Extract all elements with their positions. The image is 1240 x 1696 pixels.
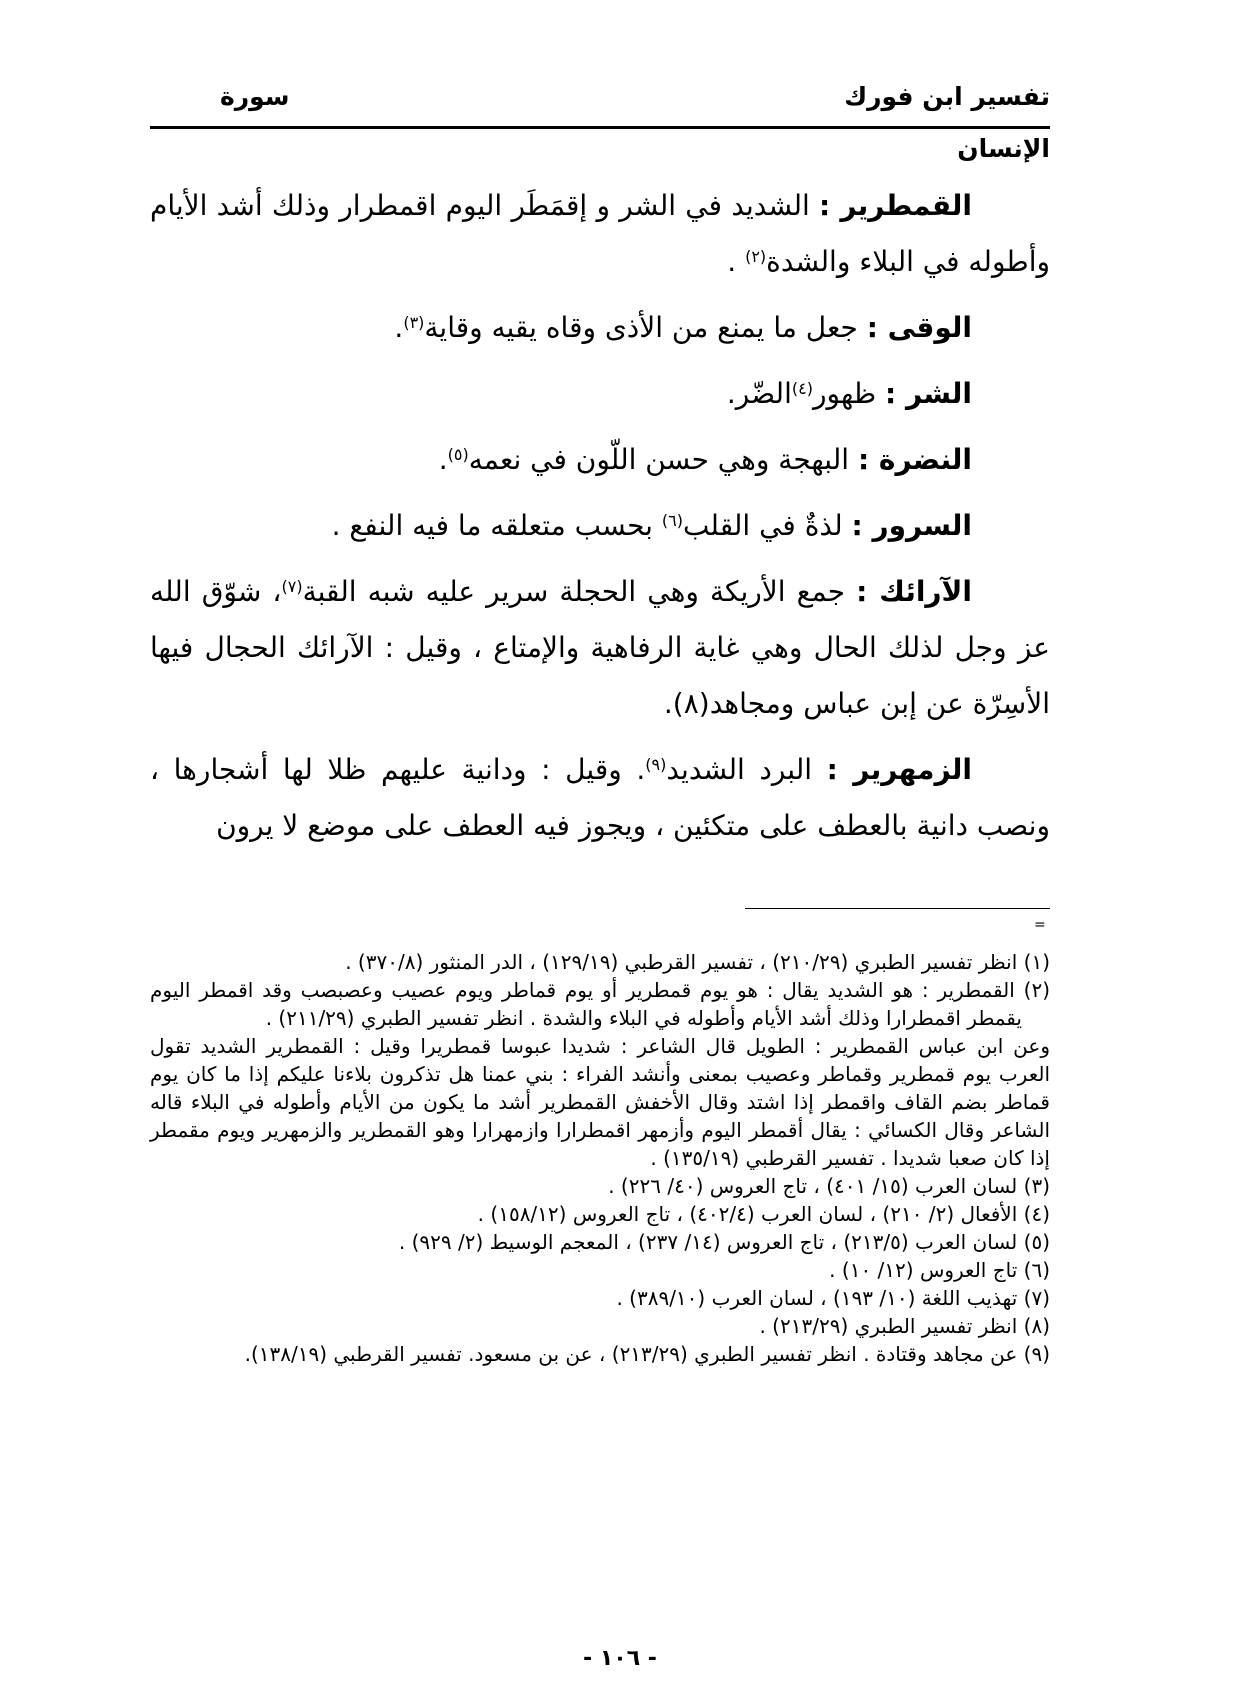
- entry-text: جعل ما يمنع من الأذى وقاه يقيه وقاية: [424, 311, 867, 344]
- entry-text: البهجة وهي حسن اللّون في نعمه: [468, 443, 858, 476]
- entry-term: الآرائك :: [856, 575, 973, 608]
- footnote-ref: (٦): [661, 511, 683, 530]
- entry-tail: .: [727, 245, 746, 278]
- entry-text: ظهور: [812, 377, 886, 410]
- entry-term: الزمهرير :: [826, 753, 972, 786]
- footnote-divider: [745, 908, 1050, 909]
- entry-term: السرور :: [851, 509, 972, 542]
- entry-text: جمع الأريكة وهي الحجلة سرير عليه شبه القبة: [302, 575, 857, 608]
- surah-label: سورة: [220, 82, 290, 111]
- footnote-item: (٧) تهذيب اللغة (١٠/ ١٩٣) ، لسان العرب (٣٨٩/١٠) .: [616, 1286, 1050, 1310]
- footnote-item: (٥) لسان العرب (٢١٣/٥) ، تاج العروس (١٤/ ٢٣٧) ، المعجم الوسيط (٢/ ٩٢٩) .: [398, 1230, 1050, 1254]
- footnote-ref: (٧): [281, 577, 303, 596]
- entry-tail: .: [394, 311, 404, 344]
- footnote-item: (٩) عن مجاهد وقتادة . انظر تفسير الطبري (٢١٣/٢٩) ، عن بن مسعود. تفسير القرطبي (١٣٨/١٩).: [244, 1342, 1050, 1366]
- entry-tail: . وقيل : ودانية عليهم ظلا لها أشجارها ، ونصب دانية بالعطف على متكئين ، ويجوز فيه العطف على موضع لا يرون: [150, 753, 1050, 842]
- running-header: [150, 82, 1050, 122]
- entry-text: لذةٌ في القلب: [682, 509, 852, 542]
- footnote-ref: (٣): [403, 313, 425, 332]
- entry-araik: [150, 564, 1050, 732]
- entry-term: القمطرير :: [819, 189, 973, 222]
- footnote-item: وعن ابن عباس القمطرير : الطويل قال الشاعر : شديدا عبوسا قمطريرا وقيل : القمطرير الشديد تقول العرب يوم قمطرير وقماطر وعصيب بمعنى وأنشد الفراء : بني عمنا هل تذكرون بلاءنا عليكم إذا ما كان يوم قماطر بضم القاف واقمطر إذا اشتد وقال الأخفش القمطرير أشد ما يكون من الأيام وأطوله في البلاء قاله الشاعر وقال الكسائي : يقال أقمطر اليوم وأزمهر اقمطرارا وازمهرارا وهو القمطرير والزمهرير ويوم مقمطر إذا كان صعبا شديدا . تفسير القرطبي (١٣٥/١٩) .: [150, 1034, 1050, 1170]
- header-divider: [150, 126, 1050, 129]
- footnote-item: (٢) القمطرير : هو الشديد يقال : هو يوم قمطرير أو يوم قماطر ويوم عصيب وعصبصب وقد اقمطر اليوم يقمطر اقمطرارا وذلك أشد الأيام وأطوله في البلاء والشدة . انظر تفسير الطبري (٢١١/٢٩) .: [150, 978, 1050, 1030]
- main-text: [150, 178, 1050, 864]
- footnote-ref: (٩): [645, 755, 667, 774]
- footnote-ref: (٥): [447, 445, 469, 464]
- entry-zamharir: [150, 742, 1050, 854]
- footnote-item: (١) انظر تفسير الطبري (٢١٠/٢٩) ، تفسير القرطبي (١٢٩/١٩) ، الدر المنثور (٣٧٠/٨) .: [345, 950, 1050, 974]
- entry-text: الشديد في الشر و إقمَطَر اليوم اقمطرار وذلك أشد الأيام وأطوله في البلاء والشدة: [150, 189, 1050, 278]
- entry-term: الشر :: [885, 377, 972, 410]
- page-number: - ١٠٦ -: [583, 1646, 657, 1671]
- entry-nadra: [150, 432, 1050, 488]
- entry-text: البرد الشديد: [666, 753, 827, 786]
- entry-qamtarir: [150, 178, 1050, 290]
- book-title: تفسير ابن فورك: [844, 82, 1050, 111]
- footnote-ref: (٤): [791, 379, 813, 398]
- surah-name: الإنسان: [957, 134, 1050, 163]
- footnotes: [150, 948, 1050, 1368]
- entry-tail: بحسب متعلقه ما فيه النفع .: [331, 509, 662, 542]
- entry-term: النضرة :: [857, 443, 972, 476]
- footnote-item: (٦) تاج العروس (١٢/ ١٠) .: [829, 1258, 1050, 1282]
- footnote-item: (٤) الأفعال (٢/ ٢١٠) ، لسان العرب (٤٠٢/٤) ، تاج العروس (١٥٨/١٢) .: [477, 1202, 1050, 1226]
- entry-waqa: [150, 300, 1050, 356]
- entry-tail: ، شوّق الله عز وجل لذلك الحال وهي غاية الرفاهية والإمتاع ، وقيل : الآرائك الحجال فيها الأسِرّة عن إبن عباس ومجاهد(٨).: [150, 575, 1050, 720]
- entry-tail: الضّر.: [726, 377, 792, 410]
- entry-sharr: [150, 366, 1050, 422]
- footnote-item: (٨) انظر تفسير الطبري (٢١٣/٢٩) .: [759, 1314, 1050, 1338]
- footnote-item: (٣) لسان العرب (١٥/ ٤٠١) ، تاج العروس (٤٠/ ٢٢٦) .: [608, 1174, 1050, 1198]
- footnote-ref: (٢): [745, 247, 767, 266]
- entry-tail: .: [438, 443, 448, 476]
- entry-term: الوقى :: [866, 311, 972, 344]
- entry-surur: [150, 498, 1050, 554]
- footnote-continuation-mark: =: [1034, 917, 1046, 933]
